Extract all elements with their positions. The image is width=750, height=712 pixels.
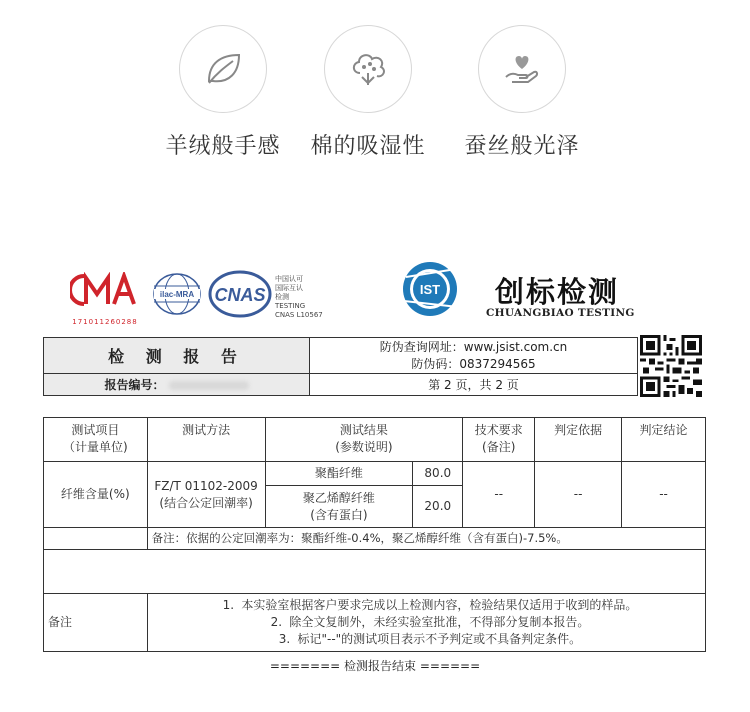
anti-fake-code: 防伪码：0837294565 [411,356,536,371]
blank-row [44,550,706,594]
cotton-icon [346,47,390,91]
anti-fake-info [310,338,638,374]
note-item: 1. 本实验室根据客户要求完成以上检测内容，检验结果仅适用于收到的样品。 [222,598,638,612]
cnas-subtext: 中国认可 国际互认 检测 TESTING CNAS L10567 [275,275,323,319]
company-title: 创标检测 [495,275,620,309]
cnas-text: CNAS [214,285,266,305]
feature-label: 蚕丝般光泽 [464,134,580,159]
notes-list [147,594,705,652]
cell-fiber1-value: 80.0 [413,462,463,486]
cell-method: FZ/T 01102-2009 (结合公定回潮率) [147,462,265,528]
cell-basis: -- [535,462,622,528]
header-requirement: 技术要求 (备注) [463,418,535,462]
ist-badge: IST [419,282,441,297]
cma-mark [70,272,140,308]
feature-circle [478,25,566,113]
ilac-text: ilac-MRA [159,290,195,299]
ist-logo [398,259,468,319]
cma-number: 171011260288 [72,318,138,326]
report-end-marker: ======= 检测报告结束 ====== [269,659,481,673]
cell-requirement: -- [463,462,535,528]
feature-label: 棉的吸湿性 [310,134,426,159]
cell-fiber1: 聚酯纤维 [265,462,413,486]
anti-fake-url[interactable]: 防伪查询网址：www.jsist.com.cn [379,339,568,354]
remark-row [44,528,706,550]
qr-code[interactable] [640,335,702,397]
cell-fiber2: 聚乙烯醇纤维 (含有蛋白) [265,486,413,528]
report-title: 检 测 报 告 [44,338,310,374]
table-row [44,462,706,486]
note-item: 2. 除全文复制外，未经实验室批准，不得部分复制本报告。 [270,615,590,629]
report-number-label: 报告编号： [104,378,165,392]
header-method: 测试方法 [147,418,265,462]
leaf-icon [201,47,245,91]
test-results-table [43,417,706,652]
header-conclusion: 判定结论 [622,418,706,462]
header-basis: 判定依据 [535,418,622,462]
page-info: 第 2 页，共 2 页 [310,374,638,396]
cnas-logo [208,270,272,318]
blank-cell [44,550,706,594]
cma-logo [70,272,140,326]
report-header-table [43,337,638,396]
remark-spacer [44,528,148,550]
notes-row [44,594,706,652]
report-number-redacted [169,381,249,390]
header-item: 测试项目 （计量单位) [44,418,148,462]
note-item: 3. 标记"--"的测试项目表示不予判定或不具备判定条件。 [278,632,582,646]
notes-label: 备注 [44,594,148,652]
feature-label: 羊绒般手感 [165,134,281,159]
table-header-row [44,418,706,462]
feature-circle [179,25,267,113]
report-number [44,374,310,396]
cell-fiber2-value: 20.0 [413,486,463,528]
heart-hand-icon [500,47,544,91]
feature-silk-luster [457,25,587,160]
cell-conclusion: -- [622,462,706,528]
ilac-mra-logo [152,272,202,316]
cell-item: 纤维含量(%) [44,462,148,528]
feature-soft-touch [158,25,288,160]
remark-text: 备注：依据的公定回潮率为：聚酯纤维-0.4%，聚乙烯醇纤维（含有蛋白)-7.5%。 [147,528,705,550]
company-subtitle: CHUANGBIAO TESTING [486,307,635,319]
header-result: 测试结果 (参数说明) [265,418,463,462]
feature-moisture [303,25,433,160]
feature-circle [324,25,412,113]
